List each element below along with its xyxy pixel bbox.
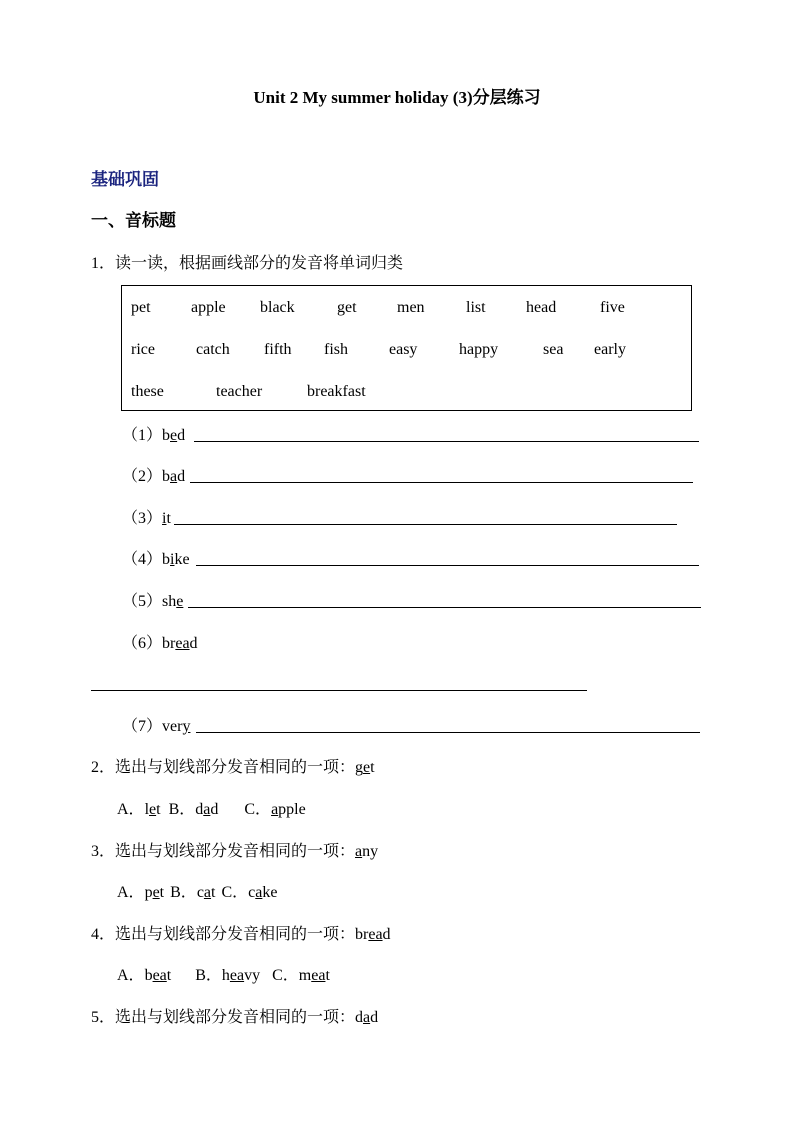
word-part: d — [382, 926, 391, 943]
word-part: d — [177, 468, 186, 485]
item-number: （3） — [122, 510, 163, 527]
underlined-letters: ea — [311, 967, 326, 984]
page-title: Unit 2 My summer holiday (3)分层练习 — [253, 88, 541, 107]
word-part: p — [144, 884, 153, 901]
word-bank-word: fish — [324, 341, 348, 358]
word-bank-word: rice — [131, 341, 155, 358]
word-part: ny — [362, 843, 379, 860]
word-part: b — [162, 427, 171, 444]
word-bank-word: pet — [131, 299, 151, 316]
word-bank-word: easy — [389, 341, 418, 358]
option-a[interactable] — [117, 884, 164, 901]
word-bank-word: breakfast — [307, 383, 366, 400]
underlined-letters: a — [255, 884, 263, 901]
word-part: ke — [174, 551, 190, 568]
underlined-letters: ea — [152, 967, 167, 984]
prompt-text: 4．选出与划线部分发音相同的一项： — [91, 926, 356, 943]
option-c[interactable] — [272, 967, 330, 984]
word-part: d — [195, 801, 204, 818]
q4-options — [117, 966, 330, 986]
q2-options — [117, 800, 306, 820]
word-part: b — [144, 967, 153, 984]
word-part: b — [162, 468, 171, 485]
option-label: B． — [168, 801, 196, 818]
word-part: t — [211, 884, 216, 901]
answer-line[interactable] — [194, 441, 699, 442]
q3-options — [117, 883, 278, 903]
underlined-letters: ea — [175, 635, 190, 652]
word-part: pple — [278, 801, 306, 818]
option-b[interactable] — [170, 884, 215, 901]
word-part: t — [166, 967, 172, 984]
q1-item-2 — [122, 467, 185, 487]
underlined-letters: a — [355, 843, 363, 860]
option-label: A． — [117, 884, 145, 901]
q1-item-7 — [122, 717, 190, 737]
item-number: （1） — [122, 427, 163, 444]
q2-prompt — [91, 758, 375, 778]
word-part: t — [166, 510, 171, 527]
word-bank-word: catch — [196, 341, 230, 358]
underlined-letters: a — [363, 1009, 371, 1026]
word-part: h — [221, 967, 230, 984]
word-part: c — [248, 884, 256, 901]
answer-line[interactable] — [190, 482, 693, 483]
prompt-text: 2．选出与划线部分发音相同的一项： — [91, 759, 356, 776]
word-bank-word: black — [260, 299, 295, 316]
word-part: ke — [262, 884, 278, 901]
word-bank-word: these — [131, 383, 164, 400]
word-part: sh — [162, 593, 177, 610]
q1-item-5 — [122, 592, 183, 612]
item-number: （6） — [122, 635, 163, 652]
option-label: B． — [195, 967, 222, 984]
word-part: m — [298, 967, 312, 984]
word-part: d — [189, 635, 198, 652]
option-label: A． — [117, 967, 145, 984]
q3-prompt — [91, 842, 378, 862]
word-bank-word: five — [600, 299, 625, 316]
q1-item-6 — [122, 634, 198, 654]
underlined-letters: i — [162, 510, 167, 527]
underlined-letters: e — [176, 593, 184, 610]
option-label: C． — [244, 801, 272, 818]
item-number: （4） — [122, 551, 163, 568]
item-number: （7） — [122, 718, 163, 735]
word-bank-word: men — [397, 299, 425, 316]
word-part: br — [162, 635, 176, 652]
underlined-letters: y — [182, 718, 191, 735]
underlined-letters: ea — [229, 967, 245, 984]
word-part: t — [156, 801, 161, 818]
answer-line[interactable] — [188, 607, 701, 608]
underlined-letters: e — [152, 884, 160, 901]
underlined-letters: a — [170, 468, 178, 485]
underlined-letters: ea — [368, 926, 383, 943]
word-part: d — [355, 1009, 364, 1026]
underlined-letters: e — [170, 427, 178, 444]
option-b[interactable] — [169, 801, 219, 818]
word-bank-word: fifth — [264, 341, 292, 358]
word-bank-word: head — [526, 299, 557, 316]
q1-item-1 — [122, 426, 185, 446]
prompt-text: 3．选出与划线部分发音相同的一项： — [91, 843, 356, 860]
option-label: A． — [117, 801, 145, 818]
word-part: t — [159, 884, 165, 901]
word-bank-box — [121, 285, 692, 411]
q1-item-4 — [122, 550, 190, 570]
word-bank-word: apple — [191, 299, 226, 316]
underlined-letters: e — [363, 759, 371, 776]
word-part: c — [196, 884, 204, 901]
word-part: vy — [244, 967, 261, 984]
word-part: d — [370, 1009, 379, 1026]
option-a[interactable] — [117, 967, 171, 984]
option-a[interactable] — [117, 801, 161, 818]
answer-line[interactable] — [196, 732, 700, 733]
underlined-letters: a — [203, 801, 211, 818]
word-part: t — [325, 967, 330, 984]
prompt-text: 5．选出与划线部分发音相同的一项： — [91, 1009, 356, 1026]
item-number: （2） — [122, 468, 163, 485]
option-label: C． — [221, 884, 249, 901]
answer-line[interactable] — [174, 524, 677, 525]
q5-prompt — [91, 1008, 378, 1028]
underlined-letters: a — [203, 884, 212, 901]
underlined-letters: a — [271, 801, 279, 818]
option-label: B． — [170, 884, 197, 901]
answer-line[interactable] — [91, 690, 587, 691]
section-heading: 基础巩固 — [91, 170, 159, 189]
word-part: b — [162, 551, 171, 568]
word-bank-word: happy — [459, 341, 499, 358]
word-bank-word: list — [466, 299, 486, 316]
word-bank-word: early — [594, 341, 626, 358]
word-part: br — [355, 926, 369, 943]
word-part: g — [355, 759, 364, 776]
word-part: t — [370, 759, 375, 776]
option-b[interactable] — [195, 967, 260, 984]
word-part: ver — [162, 718, 183, 735]
word-bank-word: sea — [543, 341, 564, 358]
option-c[interactable] — [244, 801, 305, 818]
word-bank-word: get — [337, 299, 357, 316]
q4-prompt — [91, 925, 391, 945]
answer-line[interactable] — [196, 565, 699, 566]
underlined-letters: i — [170, 551, 175, 568]
word-bank-word: teacher — [216, 383, 263, 400]
word-part: d — [177, 427, 186, 444]
option-c[interactable] — [221, 884, 277, 901]
part-heading: 一、音标题 — [91, 211, 176, 230]
q1-prompt: 1．读一读，根据画线部分的发音将单词归类 — [91, 255, 404, 272]
word-part: d — [210, 801, 219, 818]
q1-item-3 — [122, 509, 171, 529]
word-part: l — [144, 801, 150, 818]
option-label: C． — [272, 967, 299, 984]
item-number: （5） — [122, 593, 163, 610]
underlined-letters: e — [149, 801, 157, 818]
